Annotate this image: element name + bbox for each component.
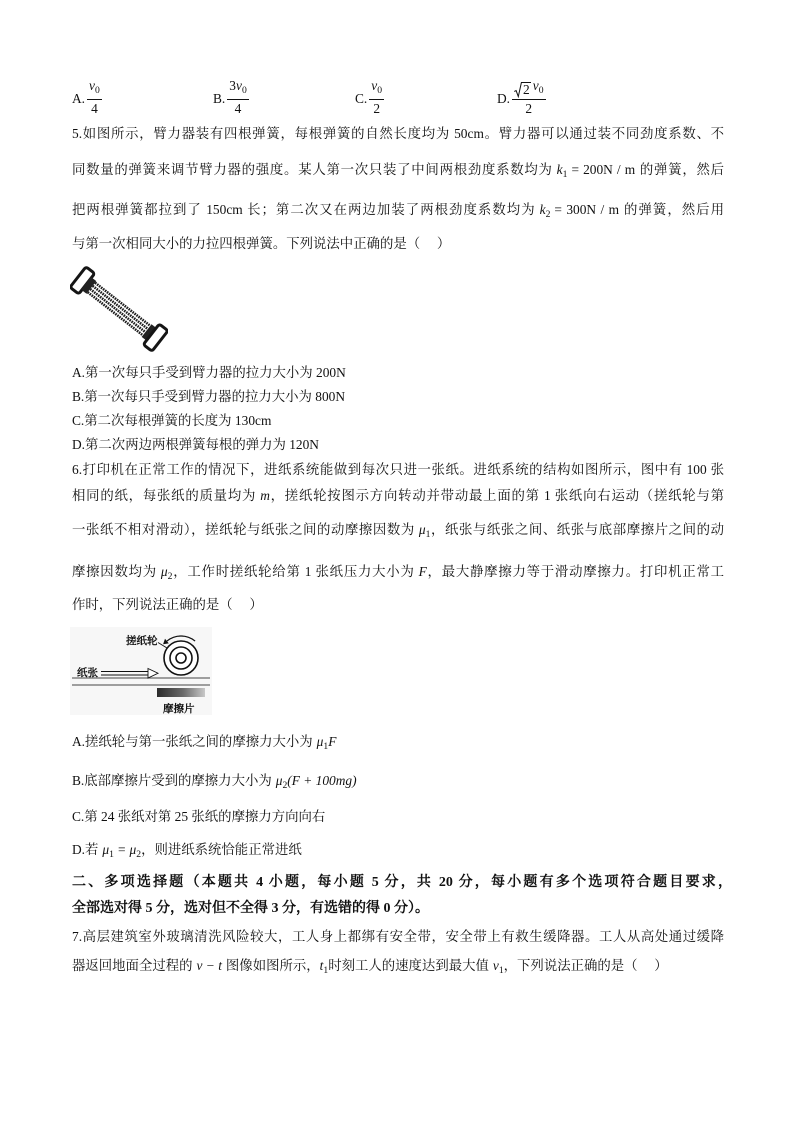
text: B.底部摩擦片受到的摩擦力大小为	[72, 773, 272, 788]
mass-symbol: m	[260, 488, 270, 503]
roller-label: 搓纸轮	[126, 635, 158, 647]
text: ，纸张与纸张之间、纸张与底部摩擦片之间的动	[430, 522, 724, 537]
fraction	[512, 78, 545, 116]
roller-outer-ring	[164, 641, 198, 675]
force-symbol: F	[418, 564, 427, 579]
option-label: B.	[213, 91, 226, 106]
text: ，则进纸系统恰能正常进纸	[141, 842, 302, 857]
t1-symbol: t	[319, 958, 324, 973]
velocity-symbol	[89, 78, 100, 98]
text: ，最大静摩擦力等于滑动摩擦力。打印机正常工	[426, 564, 725, 579]
section-2-heading-line-2: 全部选对得 5 分，选对但不全得 3 分，有选错的得 0 分）。	[72, 901, 429, 916]
paper-label: 纸张	[77, 667, 98, 679]
mu2-subscript: 2	[136, 848, 142, 860]
prev-option-b	[213, 78, 249, 116]
fraction-denominator: 2	[373, 100, 381, 116]
q7-line-2	[72, 957, 724, 975]
q5-option-d: D.第二次两边两根弹簧每根的弹力为 120N	[72, 437, 319, 452]
expression: (F + 100mg)	[287, 773, 357, 788]
mu1-subscript: 1	[425, 528, 431, 540]
mu1-symbol: μ	[418, 522, 426, 537]
subscript: 0	[241, 84, 247, 96]
q5-option-b: B.第一次每只手受到臂力器的拉力大小为 800N	[72, 389, 346, 404]
subscript: 0	[538, 84, 544, 96]
fraction	[87, 78, 102, 116]
fraction-denominator: 2	[525, 100, 533, 116]
mu1-symbol: μ	[102, 842, 110, 857]
q6-option-c: C.第 24 张纸对第 25 张纸的摩擦力方向向右	[72, 809, 326, 824]
q7-line-1: 7.高层建筑室外玻璃清洗风险较大，工人身上都绑有安全带，安全带上有救生缓降器。工人从高处通过缓降	[72, 929, 724, 944]
fraction-numerator	[227, 78, 248, 100]
velocity-symbol	[533, 78, 544, 98]
fraction	[369, 78, 384, 116]
option-label: C.	[355, 91, 368, 106]
k1-symbol: k	[556, 162, 563, 177]
q5-option-c: C.第二次每根弹簧的长度为 130cm	[72, 413, 272, 428]
option-label: A.	[72, 91, 86, 106]
text: 的弹簧，然后	[639, 162, 724, 177]
text: 器返回地面全过程的	[72, 958, 193, 973]
v1-symbol: v	[492, 958, 499, 973]
mu2-subscript: 2	[167, 570, 173, 582]
variable: v	[89, 78, 95, 94]
text: A.搓纸轮与第一张纸之间的摩擦力大小为	[72, 734, 313, 749]
mu1-subscript: 1	[109, 848, 114, 860]
text: 图像如图所示，	[225, 958, 320, 973]
option-label: D.	[497, 91, 511, 106]
force-symbol: F	[328, 734, 337, 749]
k2-value: = 300N / m	[554, 202, 619, 217]
square-root	[514, 82, 533, 98]
fraction-numerator	[87, 78, 102, 100]
mu2-symbol: μ	[160, 564, 168, 579]
mu2-subscript: 2	[282, 779, 288, 791]
variable: v	[371, 78, 378, 94]
pad-label: 摩擦片	[163, 703, 195, 715]
mu2-symbol: μ	[275, 773, 283, 788]
radical-sign-icon	[514, 82, 522, 98]
q5-line-2	[72, 161, 724, 179]
text: 的弹簧，然后用	[623, 202, 724, 217]
fraction-denominator: 4	[234, 100, 242, 116]
text: D.若	[72, 842, 99, 857]
text: 摩擦因数均为	[72, 564, 157, 579]
q6-line-5: 作时，下列说法正确的是（ ）	[72, 597, 263, 612]
prev-option-a	[72, 78, 102, 116]
spring	[93, 286, 148, 329]
text: 一张纸不相对滑动），搓纸轮与纸张之间的动摩擦因数为	[72, 522, 415, 537]
q5-line-4: 与第一次相同大小的力拉四根弹簧。下列说法中正确的是（ ）	[72, 236, 451, 251]
subscript: 0	[377, 84, 383, 96]
springs	[88, 283, 151, 336]
q6-option-a	[72, 733, 724, 751]
radicand: 2	[523, 81, 530, 97]
prev-option-d	[497, 78, 546, 116]
coefficient: 3	[229, 78, 236, 94]
k1-value: = 200N / m	[571, 162, 636, 177]
text: ，搓纸轮按图示方向转动并带动最上面的第 1 张纸向右运动（搓纸轮与第	[269, 488, 725, 503]
text: 时刻工人的速度达到最大值	[328, 958, 489, 973]
equals-sign: =	[117, 842, 126, 857]
q6-option-b	[72, 772, 724, 790]
text: ，下列说法正确的是（ ）	[503, 958, 668, 973]
k1-subscript: 1	[562, 168, 568, 180]
q5-option-a: A.第一次每只手受到臂力器的拉力大小为 200N	[72, 365, 346, 380]
mu1-symbol: μ	[316, 734, 324, 749]
spring	[95, 283, 150, 326]
velocity-symbol	[371, 78, 382, 98]
fraction	[227, 78, 248, 116]
k2-symbol: k	[539, 202, 546, 217]
k2-subscript: 2	[545, 208, 551, 220]
q6-line-3	[72, 521, 724, 539]
section-2-heading-line-1: 二、多项选择题（本题共 4 小题，每小题 5 分，共 20 分，每小题有多个选项符合题目要求，	[72, 875, 732, 890]
chest-expander-figure	[70, 265, 168, 353]
variable: v	[235, 78, 242, 94]
spring	[90, 289, 145, 332]
mu2-symbol: μ	[129, 842, 137, 857]
paper-feed-diagram	[70, 627, 212, 715]
text: 同数量的弹簧来调节臂力器的强度。某人第一次只装了中间两根劲度系数均为	[72, 162, 553, 177]
variable: v	[532, 78, 539, 94]
q5-line-1: 5.如图所示，臂力器装有四根弹簧，每根弹簧的自然长度均为 50cm。臂力器可以通过装不同劲度系数、不	[72, 126, 724, 141]
fraction-numerator	[369, 78, 384, 100]
velocity-symbol	[229, 78, 246, 98]
q6-line-4	[72, 563, 724, 581]
fraction-denominator: 4	[91, 100, 98, 116]
q5-line-3	[72, 201, 724, 219]
fraction-numerator	[512, 78, 545, 100]
mu1-subscript: 1	[323, 740, 329, 752]
subscript: 0	[94, 84, 100, 96]
vt-graph-label: v − t	[196, 958, 222, 973]
q6-line-2	[72, 487, 724, 505]
v1-subscript: 1	[498, 964, 504, 976]
t1-subscript: 1	[323, 964, 329, 976]
text: 把两根弹簧都拉到了 150cm 长；第二次又在两边加装了两根劲度系数均为	[72, 202, 536, 217]
radical-stroke	[514, 82, 522, 96]
friction-pad	[157, 688, 205, 697]
q6-option-d	[72, 841, 724, 859]
text: ，工作时搓纸轮给第 1 张纸压力大小为	[172, 564, 415, 579]
text: 相同的纸，每张纸的质量均为	[72, 488, 257, 503]
prev-option-c	[355, 78, 384, 116]
q6-line-1: 6.打印机在正常工作的情况下，进纸系统能做到每次只进一张纸。进纸系统的结构如图所示，图中有 100 张	[72, 462, 724, 477]
chest-expander	[70, 267, 168, 352]
